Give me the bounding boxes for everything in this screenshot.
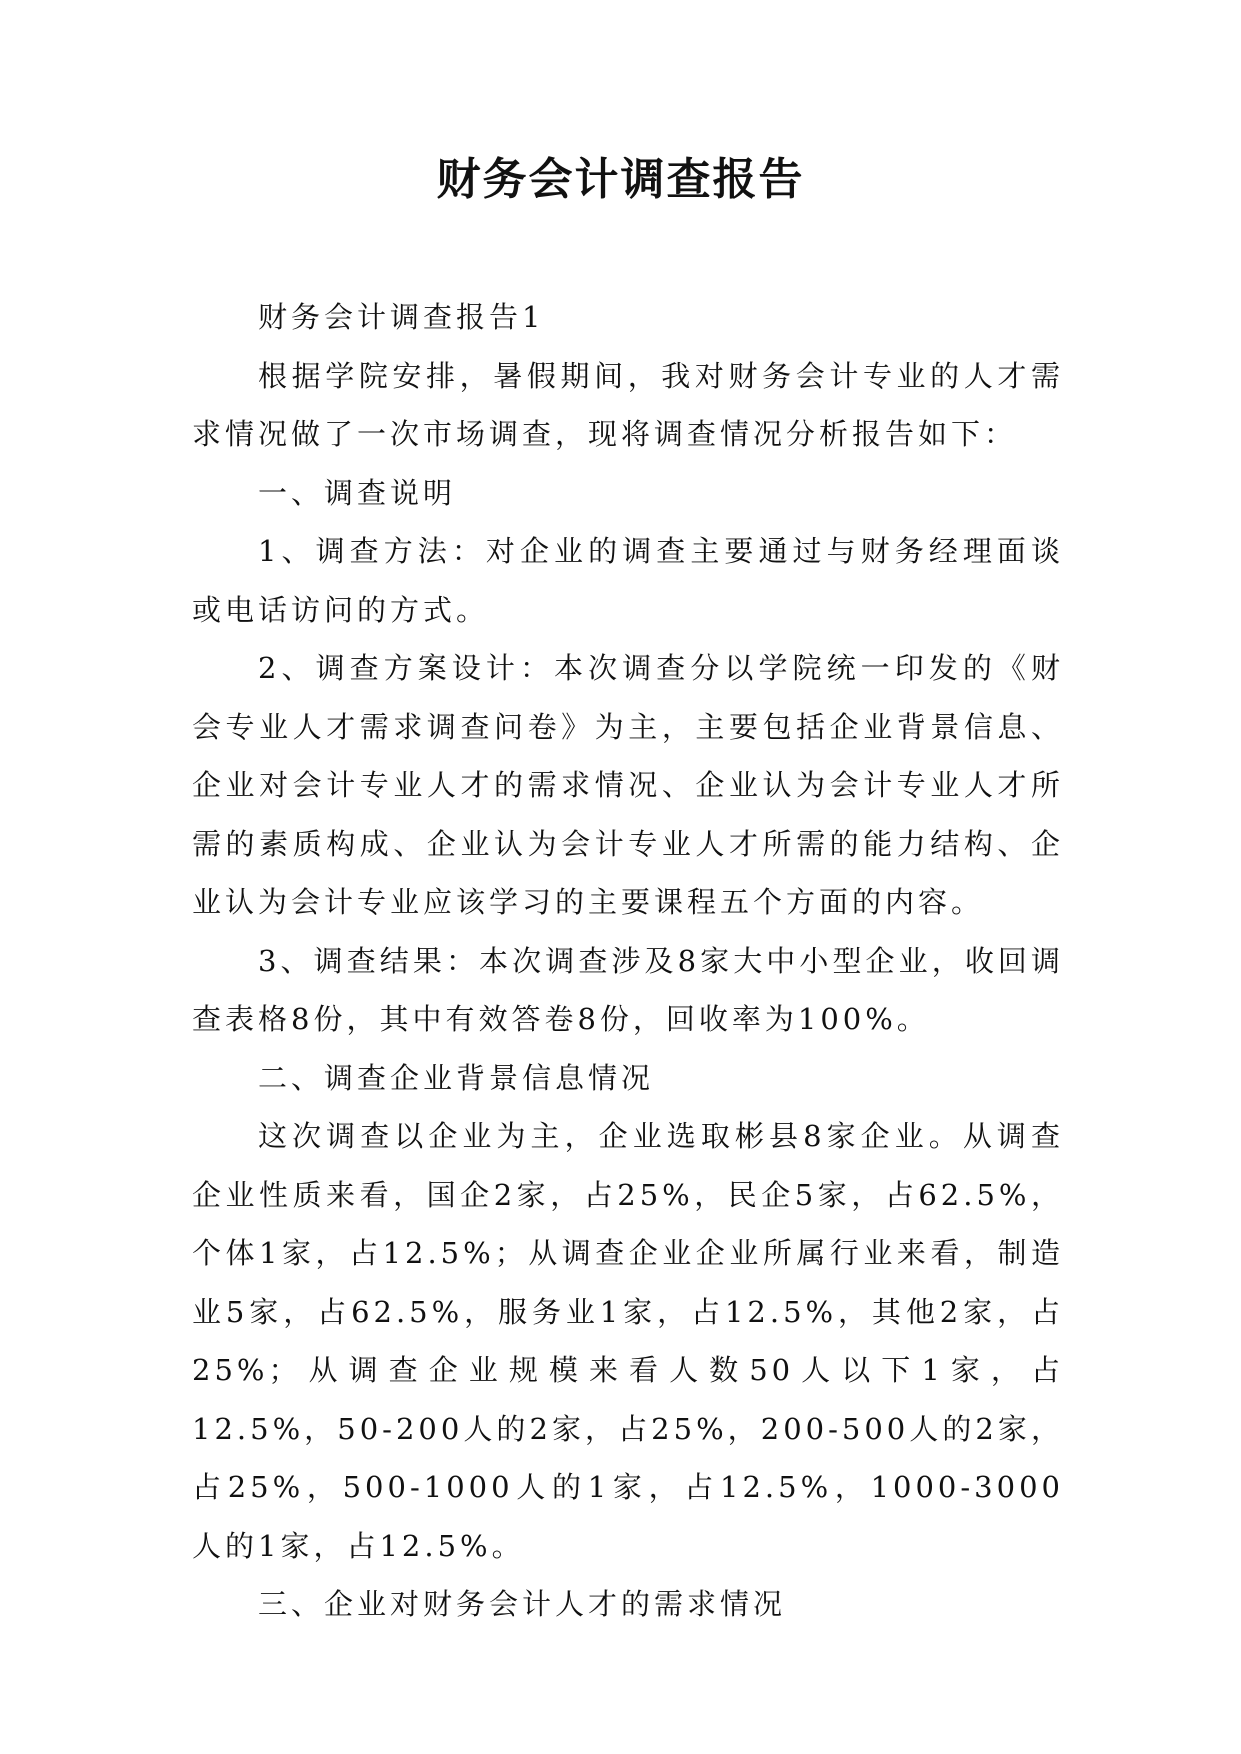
section-heading-1: 一、调查说明 (258, 475, 457, 510)
document-title: 财务会计调查报告 (436, 154, 805, 205)
intro-paragraph: 根据学院安排，暑假期间，我对财务会计专业的人才需求情况做了一次市场调查，现将调查情况分析报告如下： (192, 358, 1064, 451)
background-info-paragraph: 这次调查以企业为主，企业选取彬县8家企业。从调查企业性质来看，国企2家，占25%，民企5家，占62.5%，个体1家，占12.5%；从调查企业企业所属行业来看，制造业5家，占62.5%，服务业1家，占12.5%，其他2家，占25%；从调查企业规模来看人数50人以下1家，占12.5%，50-200人的2家，占25%，200-500人的2家，占25%，500-1000人的1家，占12.5%，1000-3000人的1家，占12.5%。 (192, 1119, 1064, 1563)
section-heading-2: 二、调查企业背景信息情况 (258, 1060, 655, 1095)
survey-design-paragraph: 2、调查方案设计：本次调查分以学院统一印发的《财会专业人才需求调查问卷》为主，主要包括企业背景信息、企业对会计专业人才的需求情况、企业认为会计专业人才所需的素质构成、企业认为会计专业人才所需的能力结构、企业认为会计专业应该学习的主要课程五个方面的内容。 (192, 651, 1064, 919)
survey-method-paragraph: 1、调查方法：对企业的调查主要通过与财务经理面谈或电话访问的方式。 (192, 534, 1064, 627)
document-body (192, 288, 1064, 1634)
report-subtitle: 财务会计调查报告1 (258, 300, 545, 334)
survey-result-paragraph: 3、调查结果：本次调查涉及8家大中小型企业，收回调查表格8份，其中有效答卷8份，回收率为100%。 (192, 943, 1064, 1036)
section-heading-3: 三、企业对财务会计人才的需求情况 (258, 1587, 787, 1621)
